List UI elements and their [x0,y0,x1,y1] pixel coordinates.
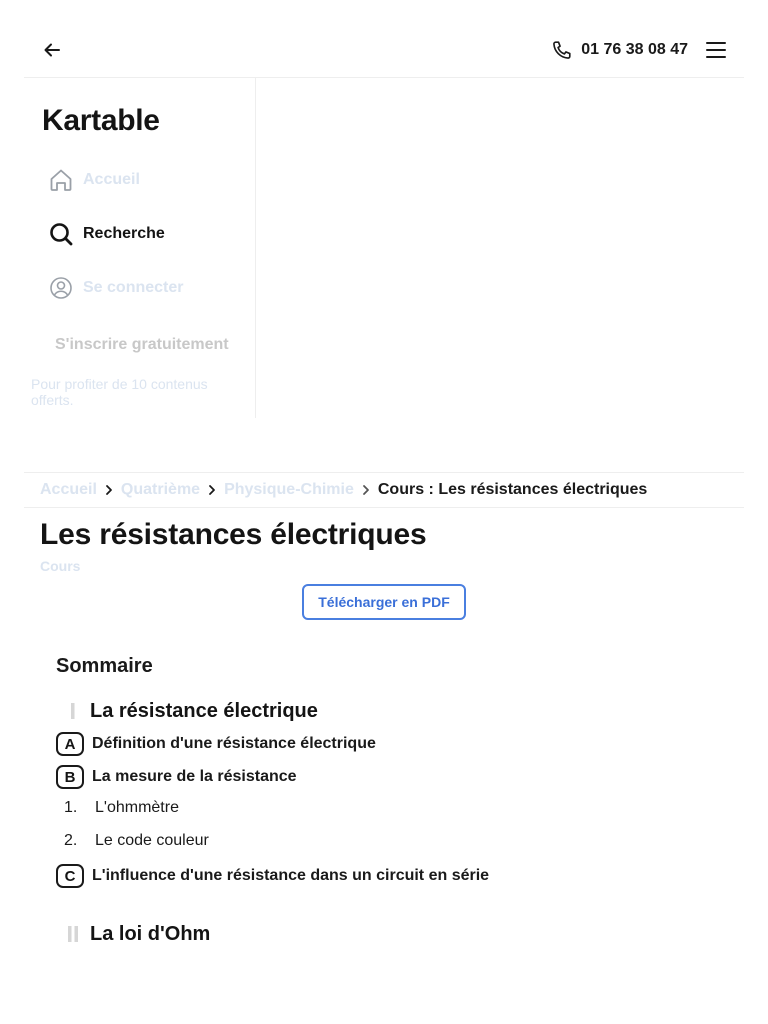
subsection-number: 2. [64,832,78,849]
toc-section-c[interactable] [56,863,489,889]
phone-icon [551,39,573,61]
sidebar-item-label: Accueil [83,171,140,188]
download-pdf-button[interactable]: Télécharger en PDF [302,584,466,620]
breadcrumb-item-current: Cours : Les résistances électriques [377,481,648,498]
phone-link[interactable] [551,38,688,62]
menu-button[interactable] [704,38,728,62]
chevron-right-icon [354,480,378,500]
section-letter-badge: A [56,732,84,756]
back-button[interactable] [40,38,64,62]
breadcrumb [24,472,744,508]
phone-number: 01 76 38 08 47 [581,41,688,58]
toc-part-label: La résistance électrique [90,699,318,722]
arrow-left-icon [42,40,62,60]
chevron-right-icon [97,480,121,500]
page-title: Les résistances électriques [40,518,427,551]
breadcrumb-item-accueil[interactable]: Accueil [40,481,97,498]
roman-numeral [56,925,90,943]
brand-logo[interactable]: Kartable [42,104,160,137]
toc-section-label: Définition d'une résistance électrique [92,735,376,752]
toc-part-1[interactable] [56,697,318,725]
breadcrumb-item-physique-chimie[interactable]: Physique-Chimie [224,481,354,498]
toc-section-label: La mesure de la résistance [92,768,297,785]
subsection-number: 1. [64,799,78,816]
sidebar-item-label: Recherche [83,225,165,242]
section-letter-badge: B [56,765,84,789]
sidebar-item-accueil[interactable] [48,166,140,194]
breadcrumb-item-quatrieme[interactable]: Quatrième [120,481,201,498]
roman-numeral [56,702,90,720]
toc-section-label: L'influence d'une résistance dans un circuit en série [92,867,490,884]
chevron-right-icon [200,480,224,500]
toc-subsection-1[interactable] [64,796,179,820]
sidebar-item-se-connecter[interactable] [48,274,183,302]
top-bar [24,22,744,78]
sidebar-item-recherche[interactable] [48,220,165,248]
user-circle-icon [48,275,74,301]
toc-subsection-2[interactable] [64,829,209,853]
hamburger-icon [705,41,727,59]
toc-title: Sommaire [56,655,153,677]
toc-section-b[interactable] [56,764,297,790]
signup-promo-text: Pour profiter de 10 contenus offerts. [31,376,208,408]
toc-section-a[interactable] [56,731,376,757]
search-icon [48,221,74,247]
toc-subsection-label: Le code couleur [95,832,209,849]
toc-part-2[interactable] [56,920,210,948]
toc-part-label: La loi d'Ohm [90,922,211,945]
signup-link[interactable]: S'inscrire gratuitement [55,336,229,353]
sidebar-item-label: Se connecter [83,279,184,296]
toc-subsection-label: L'ohmmètre [95,799,179,816]
home-icon [48,167,74,193]
page-subtitle: Cours [40,558,81,574]
section-letter-badge: C [56,864,84,888]
sidebar [24,78,256,418]
